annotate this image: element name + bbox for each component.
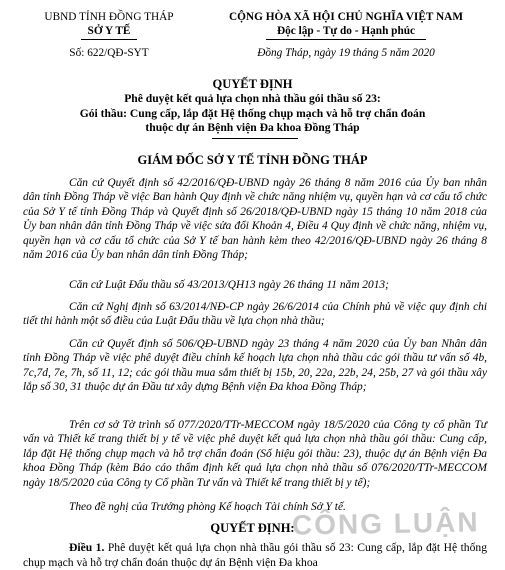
national-title: CỘNG HÒA XÃ HỘI CHỦ NGHĨA VIỆT NAM (228, 11, 464, 23)
authority-heading: GIÁM ĐỐC SỞ Y TẾ TỈNH ĐỒNG THÁP (137, 153, 368, 167)
article-1-label: Điều 1. (69, 541, 105, 554)
article-1 (23, 540, 487, 570)
decision-heading: QUYẾT ĐỊNH: (210, 521, 295, 535)
subject-underline (212, 138, 298, 139)
legal-basis-paragraph-5: Trên cơ sở Tờ trình số 077/2020/TTr-MECCOM ngày 18/5/2020 của Công ty cổ phần Tư vấn và Thiết kế trang thiết bị y tế về việc phê duyệt kết quả lựa chọn nhà thầu gói thầu: Cung cấp, lắp đặt Hệ thống chụp mạch và hỗ trợ chẩn đoán (Số hiệu gói thầu: 23), thuộc dự án Bệnh viện Đa khoa Đồng Tháp (kèm Báo cáo thẩm định kết quả lựa chọn nhà thầu số 076/2020/TTr-MECCOM ngày 18/5/2020 của Công ty Cổ phần Tư vấn và Thiết kế trang thiết bị y tế); (23, 419, 487, 489)
legal-basis-paragraph-4: Căn cứ Quyết định số 506/QĐ-UBND ngày 23 tháng 4 năm 2020 của Ủy ban Nhân dân tỉnh Đồng Tháp về việc phê duyệt điều chỉnh kế hoạch lựa chọn nhà thầu các gói thầu tư vấn số 4b, 7c,7d, 7e, 7h, số 11, 12; các gói thầu mua sắm thiết bị 15b, 20, 22a, 22b, 24, 25b, 27 và gói thầu xây lắp số 30, 31 thuộc dự án Đầu tư xây dựng Bệnh viện Đa khoa Đồng Tháp; (23, 338, 487, 394)
place-and-date: Đồng Tháp, ngày 19 tháng 5 năm 2020 (257, 47, 435, 59)
legal-basis-paragraph-2: Căn cứ Luật Đấu thầu số 43/2013/QH13 ngày 26 tháng 11 năm 2013; (69, 279, 389, 291)
motto-underline (266, 39, 426, 40)
document-title: QUYẾT ĐỊNH (212, 77, 293, 91)
document-number: Số: 622/QĐ-SYT (69, 47, 149, 59)
national-motto: Độc lập - Tự do - Hạnh phúc (276, 25, 416, 37)
document-subject-line2: Gói thầu: Cung cấp, lắp đặt Hệ thống chụp mạch và hỗ trợ chẩn đoán (79, 106, 426, 120)
article-1-text: Phê duyệt kết quả lựa chọn nhà thầu gói thầu số 23: Cung cấp, lắp đặt Hệ thống chụp mạch và hỗ trợ chẩn đoán thuộc dự án Bệnh viện Đa khoa (23, 541, 487, 569)
issuing-department: SỞ Y TẾ (87, 25, 131, 37)
watermark-logo: CÔNG LUẬN (291, 506, 480, 541)
document-subject-line3: thuộc dự án Bệnh viện Đa khoa Đồng Tháp (145, 121, 360, 134)
issuing-authority: UBND TỈNH ĐỒNG THÁP (44, 11, 174, 23)
department-underline (81, 39, 137, 40)
legal-basis-paragraph-1: Căn cứ Quyết định số 42/2016/QĐ-UBND ngày 26 tháng 8 năm 2016 của Ủy ban nhân dân tỉnh Đồng Tháp về việc Ban hành Quy định về chức năng nhiệm vụ, quyền hạn và cơ cấu tổ chức của Sở Y tế tỉnh Đồng Tháp và Quyết định số 26/2018/QĐ-UBND ngày 15 tháng 10 năm 2018 của Ủy ban nhân dân tỉnh Đồng Tháp về việc sửa đổi Khoản 4, Điều 4 Quy định về chức năng, nhiệm vụ, quyền hạn và cơ cấu tổ chức của Sở Y tế ban hành kèm theo 42/2016/QĐ-UBND ngày 26 tháng 8 năm 2016 của Ủy ban nhân dân tỉnh Đồng Tháp; (23, 177, 487, 262)
legal-basis-paragraph-3: Căn cứ Nghị định số 63/2014/NĐ-CP ngày 26/6/2014 của Chính phủ về việc quy định chi tiết thi hành một số điều của Luật Đấu thầu về lựa chọn nhà thầu; (23, 301, 487, 328)
recommendation-paragraph: Theo đề nghị của Trưởng phòng Kế hoạch Tài chính Sở Y tế. (69, 501, 346, 513)
document-subject-line1: Phê duyệt kết quả lựa chọn nhà thầu gói thầu số 23: (124, 92, 381, 105)
